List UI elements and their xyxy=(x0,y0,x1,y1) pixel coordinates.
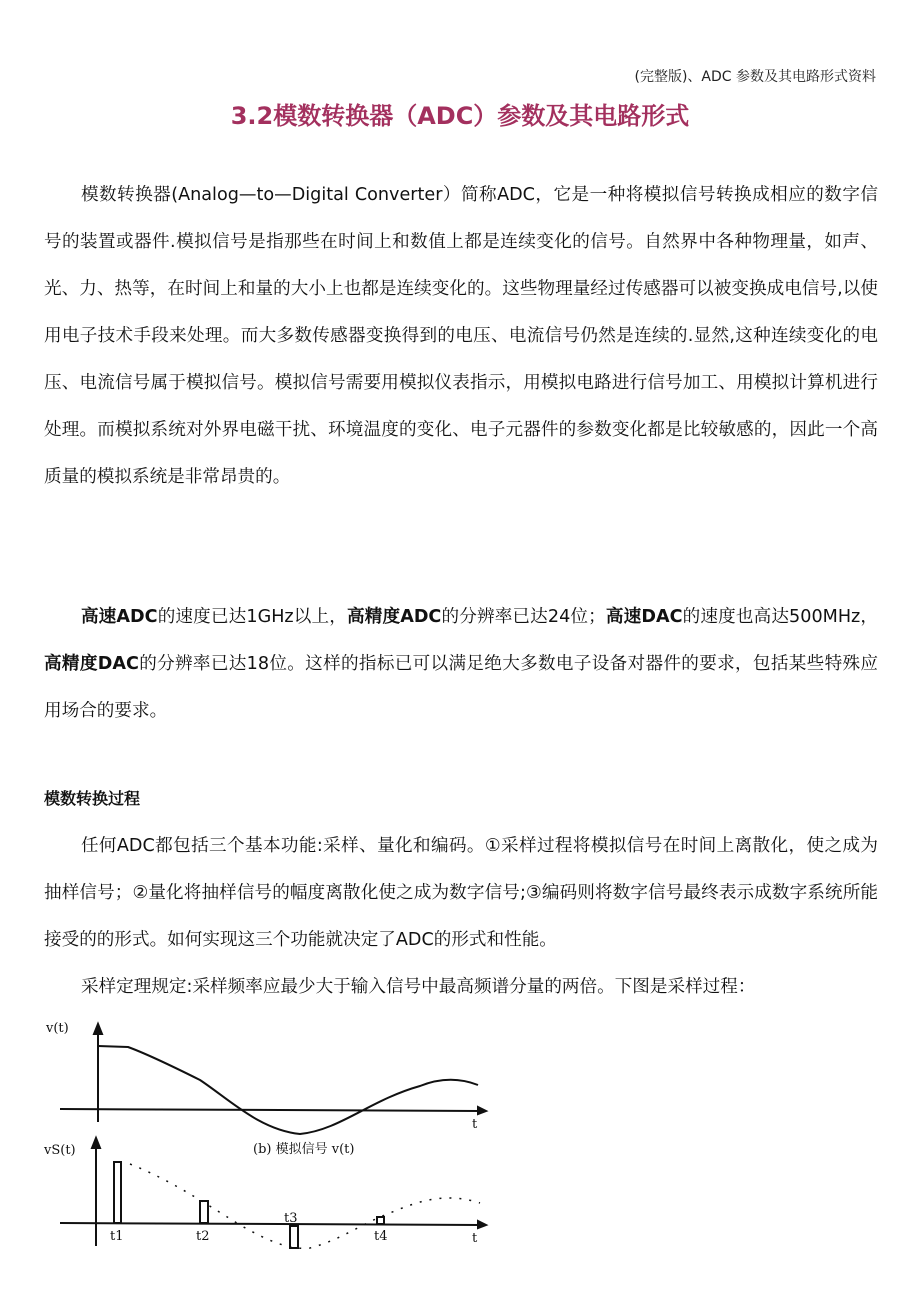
process-paragraph: 任何ADC都包括三个基本功能:采样、量化和编码。①采样过程将模拟信号在时间上离散化，使之成为抽样信号；②量化将抽样信号的幅度离散化使之成为数字信号;③编码则将数字信号最终表示成数字系统所能接受的的形式。如何实现这三个功能就决定了ADC的形式和性能。 xyxy=(44,836,878,950)
sample-pulse-t1 xyxy=(114,1162,121,1223)
sampling-paragraph: 采样定理规定:采样频率应最少大于输入信号中最高频谱分量的两倍。下图是采样过程： xyxy=(80,977,756,997)
analog-curve xyxy=(98,1046,478,1134)
top-x-axis xyxy=(60,1109,480,1111)
bold-term: 高精度DAC xyxy=(44,654,139,674)
bottom-x-label: t xyxy=(472,1231,478,1246)
page-title: 3.2模数转换器（ADC）参数及其电路形式 xyxy=(230,102,690,130)
top-x-label: t xyxy=(472,1117,478,1132)
text: 的分辨率已达24位； xyxy=(441,607,606,627)
sample-label-t2: t2 xyxy=(196,1229,210,1244)
top-y-label: v(t) xyxy=(46,1021,69,1036)
sample-pulse-t4 xyxy=(377,1217,384,1224)
sample-pulse-t2 xyxy=(200,1201,208,1223)
sample-label-t3: t3 xyxy=(284,1211,298,1226)
y-arrow-icon xyxy=(94,1024,102,1034)
sample-pulse-t3 xyxy=(290,1226,298,1248)
analog-signal-plot xyxy=(60,1024,486,1134)
sampling-figure xyxy=(40,1010,500,1260)
x-arrow-icon xyxy=(478,1221,486,1228)
performance-paragraph xyxy=(44,594,878,735)
bold-term: 高速DAC xyxy=(605,607,683,627)
sample-label-t1: t1 xyxy=(110,1229,124,1244)
page-header: (完整版)、ADC 参数及其电路形式资料 xyxy=(634,69,876,85)
bold-term: 高速ADC xyxy=(80,607,158,627)
text: 的速度也高达500MHz， xyxy=(682,607,879,627)
section-heading: 模数转换过程 xyxy=(44,789,141,808)
x-arrow-icon xyxy=(478,1107,486,1114)
bottom-y-label: vS(t) xyxy=(44,1143,76,1158)
text: 的分辨率已达18位。这样的指标已可以满足绝大多数电子设备对器件的要求，包括某些特殊应用场合的要求。 xyxy=(44,654,878,721)
bottom-x-axis xyxy=(60,1223,480,1225)
envelope-dotted-curve xyxy=(130,1164,480,1248)
sample-label-t4: t4 xyxy=(374,1229,388,1244)
intro-paragraph: 模数转换器(Analog—to—Digital Converter）简称ADC，它是一种将模拟信号转换成相应的数字信号的装置或器件.模拟信号是指那些在时间上和数值上都是连续变化的信号。自然界中各种物理量，如声、光、力、热等，在时间上和量的大小上也都是连续变化的。这些物理量经过传感器可以被变换成电信号,以使用电子技术手段来处理。而大多数传感器变换得到的电压、电流信号仍然是连续的.显然,这种连续变化的电压、电流信号属于模拟信号。模拟信号需要用模拟仪表指示，用模拟电路进行信号加工、用模拟计算机进行处理。而模拟系统对外界电磁干扰、环境温度的变化、电子元器件的参数变化都是比较敏感的，因此一个高质量的模拟系统是非常昂贵的。 xyxy=(44,185,878,487)
text: 的速度已达1GHz以上， xyxy=(157,607,348,627)
y-arrow-icon xyxy=(92,1138,100,1148)
bold-term: 高精度ADC xyxy=(347,607,442,627)
figure-caption: (b) 模拟信号 v(t) xyxy=(253,1142,355,1157)
